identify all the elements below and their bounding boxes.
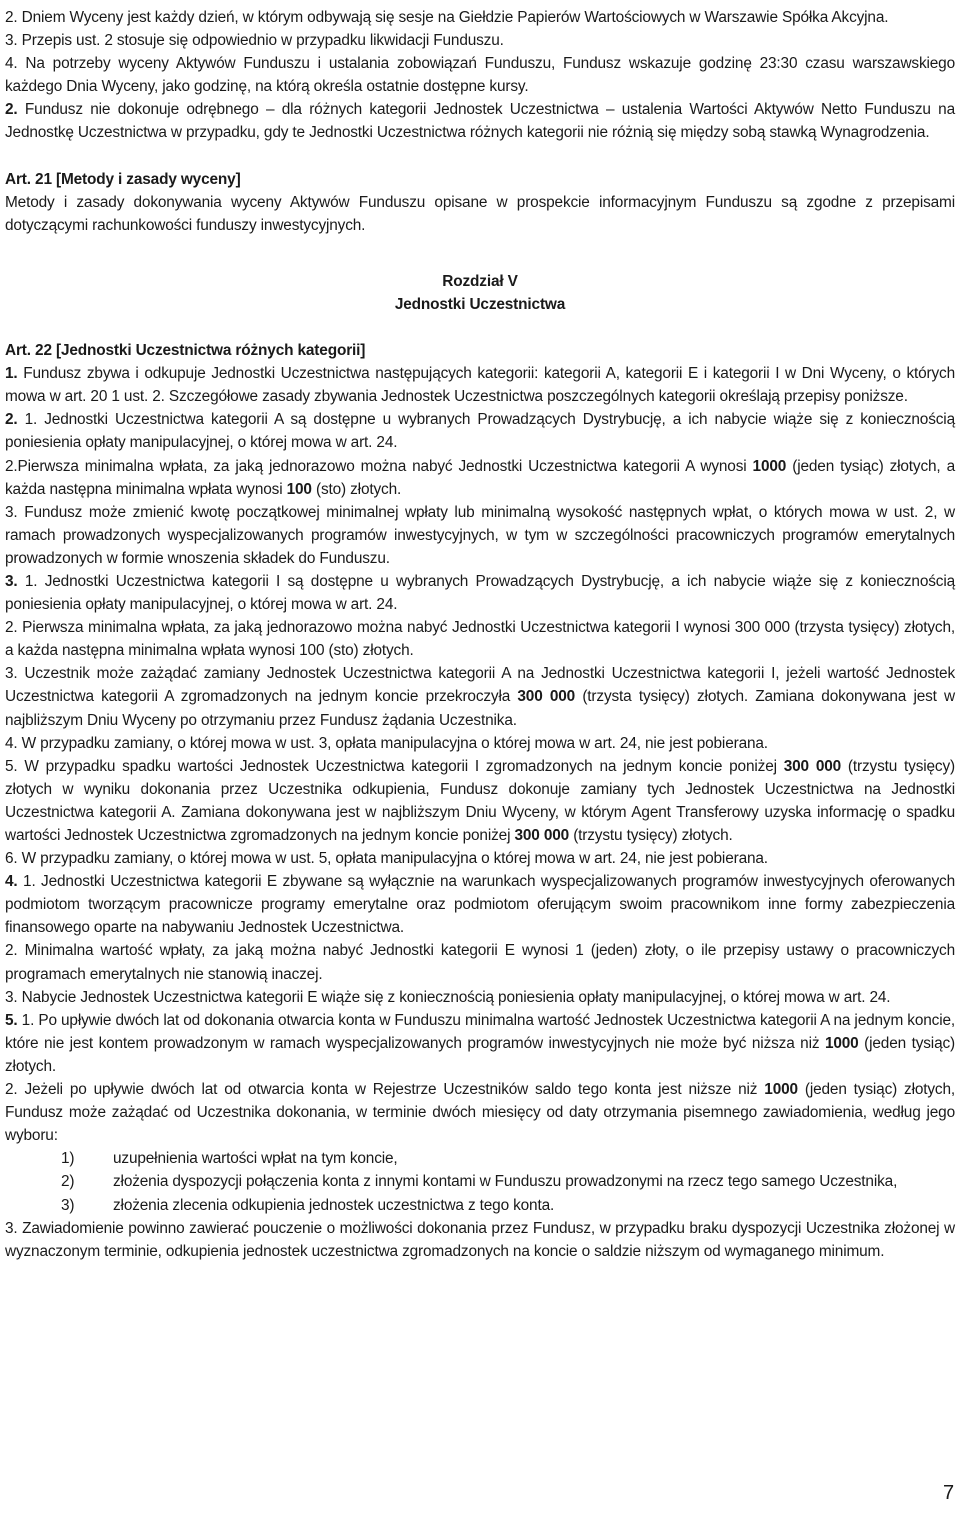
list-text: uzupełnienia wartości wpłat na tym koncie, (113, 1150, 398, 1168)
text-run: 3. Uczestnik może zażądać zamiany Jednostek Uczestnictwa kategorii A na Jednostki Uczestnictwa kategorii I, jeżeli wartość Jednostek Uczestnictwa kategorii A zgromadzonych na jednym koncie przekroczyła (5, 665, 955, 706)
paragraph-text: 1. Jednostki Uczestnictwa kategorii A są dostępne u wybranych Prowadzących Dystrybucję, a ich nabycie wiąże się z koniecznością poniesienia opłaty manipulacyjnej, o której mowa w art. 24. (5, 411, 955, 452)
amount: 100 (286, 480, 312, 498)
paragraph: 2. Minimalna wartość wpłaty, za jaką można nabyć Jednostki kategorii E wynosi 1 (jeden) złoty, o ile przepisy ustawy o pracowniczych programach emerytalnych nie stanowią inaczej. (5, 942, 955, 983)
paragraph: 3. Fundusz może zmienić kwotę początkowej minimalnej wpłaty lub minimalną wysokość następnych wpłat, o których mowa w ust. 2, w ramach prowadzonych wyspecjalizowanych programów inwestycyjnych, w tym w szczególności pracowniczych programów emerytalnych prowadzonych w formie wnoszenia składek do Funduszu. (5, 503, 955, 567)
text-run: 2. Jeżeli po upływie dwóch lat od otwarcia konta w Rejestrze Uczestników saldo tego konta jest niższe niż (5, 1081, 765, 1099)
list-item (5, 1170, 955, 1193)
amount: 1000 (824, 1034, 859, 1052)
paragraph: 3. Zawiadomienie powinno zawierać pouczenie o możliwości dokonania przez Fundusz, w przypadku braku dyspozycji Uczestnika złożonej w wyznaczonym terminie, odkupienia jednostek uczestnictwa zgromadzonych na koncie o saldzie niższym od wymaganego minimum. (5, 1219, 955, 1260)
paragraph-number: 5. (5, 1011, 18, 1029)
list-item (5, 1194, 955, 1217)
article-heading-text: Art. 21 [Metody i zasady wyceny] (5, 170, 241, 188)
text-run: (jeden tysiąc) złotych, a każda następna minimalna wpłata wynosi (5, 457, 955, 498)
list-item (5, 1147, 955, 1170)
paragraph-number: 4. (5, 873, 18, 891)
text-run: 5. W przypadku spadku wartości Jednostek Uczestnictwa kategorii I zgromadzonych na jednym koncie poniżej (5, 757, 784, 775)
amount: 300 000 (517, 688, 576, 706)
paragraph: 2. Pierwsza minimalna wpłata, za jaką jednorazowo można nabyć Jednostki Uczestnictwa kategorii I wynosi 300 000 (trzysta tysięcy) złotych, a każda następna minimalna wpłata wynosi 100 (sto) złotych. (5, 619, 955, 660)
text-run: (trzystu tysięcy) złotych w wyniku dokonania przez Uczestnika odkupienia, Fundusz dokonuje zamiany tych Jednostek Uczestnictwa na Jednostki Uczestnictwa kategorii A. Zamiana dokonywana jest w najbliższym Dniu Wyceny, w którym Agent Transferowy uzyska informację o spadku wartości Jednostek Uczestnictwa zgromadzonych na jednym koncie poniżej (5, 757, 955, 844)
amount: 1000 (764, 1081, 798, 1099)
paragraph: 6. W przypadku zamiany, o której mowa w ust. 5, opłata manipulacyjna o której mowa w art. 24, nie jest pobierana. (5, 850, 768, 868)
paragraph (5, 362, 955, 408)
article-heading (5, 168, 955, 191)
paragraph-number: 2. (5, 101, 18, 119)
paragraph (5, 662, 955, 731)
paragraph: 4. W przypadku zamiany, o której mowa w ust. 3, opłata manipulacyjna o której mowa w art. 24, nie jest pobierana. (5, 734, 768, 752)
paragraph (5, 1009, 955, 1078)
paragraph (5, 408, 955, 454)
paragraph-text: Fundusz nie dokonuje odrębnego – dla różnych kategorii Jednostek Uczestnictwa – ustalenia Wartości Aktywów Netto Funduszu na Jednostkę Uczestnictwa w przypadku, gdy te Jednostki Uczestnictwa różnych kategorii nie różnią się między sobą stawką Wynagrodzenia. (5, 101, 955, 142)
page-number: 7 (943, 1481, 954, 1504)
paragraph (5, 98, 955, 144)
paragraph-number: 1. (5, 365, 18, 383)
paragraph: 3. Przepis ust. 2 stosuje się odpowiednio w przypadku likwidacji Funduszu. (5, 32, 504, 50)
paragraph (5, 570, 955, 616)
list-text: złożenia dyspozycji połączenia konta z innymi kontami w Funduszu prowadzonymi na rzecz tego samego Uczestnika, (113, 1173, 898, 1191)
chapter-subtitle (5, 293, 955, 316)
list-number: 3) (61, 1196, 75, 1214)
article-heading-text: Art. 22 [Jednostki Uczestnictwa różnych kategorii] (5, 342, 366, 360)
paragraph-text: 1. Jednostki Uczestnictwa kategorii I są dostępne u wybranych Prowadzących Dystrybucję, a ich nabycie wiąże się z koniecznością poniesienia opłaty manipulacyjnej, o której mowa w art. 24. (5, 572, 955, 614)
paragraph-text: 1. Jednostki Uczestnictwa kategorii E zbywane są wyłącznie na warunkach wyspecjalizowanych programów inwestycyjnych oferowanych podmiotom tworzącym pracownicze programy emerytalne oraz podmiotom oferującym swoim pracownikom inne formy zabezpieczenia finansowego oparte na nabywaniu Jednostek Uczestnictwa. (5, 873, 955, 937)
paragraph (5, 870, 955, 939)
amount: 300 000 (783, 757, 842, 775)
text-run: (trzystu tysięcy) złotych. (569, 827, 733, 844)
text-run: (sto) złotych. (311, 480, 402, 498)
paragraph: 3. Nabycie Jednostek Uczestnictwa kategorii E wiąże się z koniecznością poniesienia opłaty manipulacyjnej, o której mowa w art. 24. (5, 988, 891, 1006)
paragraph: 4. Na potrzeby wyceny Aktywów Funduszu i ustalania zobowiązań Funduszu, Fundusz wskazuje godzinę 23:30 czasu warszawskiego każdego Dnia Wyceny, jako godzinę, na którą określa ostatnie dostępne kursy. (5, 55, 955, 96)
text-run: (jeden tysiąc) złotych. (5, 1034, 955, 1075)
text-run: 1. Po upływie dwóch lat od dokonania otwarcia konta w Funduszu minimalna wartość Jednostek Uczestnictwa kategorii A na jednym koncie, które nie jest kontem prowadzonym w ramach wyspecjalizowanych programów inwestycyjnych nie może być niższa niż (5, 1011, 955, 1052)
text-run: 2.Pierwsza minimalna wpłata, za jaką jednorazowo można nabyć Jednostki Uczestnictwa kategorii A wynosi (5, 457, 753, 475)
paragraph (5, 1078, 955, 1147)
paragraph-text: Fundusz zbywa i odkupuje Jednostki Uczestnictwa następujących kategorii: kategorii A, kategorii E i kategorii I w Dni Wyceny, o których mowa w art. 20 1 ust. 2. Szczegółowe zasady zbywania Jednostek Uczestnictwa poszczególnych kategorii określają przepisy poniższe. (5, 365, 955, 406)
text-run: (jeden tysiąc) złotych, Fundusz może zażądać od Uczestnika dokonania, w terminie dwóch miesięcy od daty otrzymania pisemnego zawiadomienia, według jego wyboru: (5, 1081, 956, 1145)
amount: 1000 (752, 457, 787, 475)
list-number: 1) (61, 1150, 75, 1168)
chapter-number: Rozdział V (442, 272, 518, 290)
amount: 300 000 (514, 827, 570, 844)
list-text: złożenia zlecenia odkupienia jednostek uczestnictwa z tego konta. (113, 1196, 555, 1214)
text-run: (trzysta tysięcy) złotych. Zamiana dokonywana jest w najbliższym Dniu Wyceny po otrzymaniu przez Fundusz żądania Uczestnika. (5, 688, 955, 729)
list-number: 2) (61, 1173, 75, 1191)
paragraph: Metody i zasady dokonywania wyceny Aktywów Funduszu opisane w prospekcie informacyjnym Funduszu są zgodne z przepisami dotyczącymi rachunkowości funduszy inwestycyjnych. (5, 193, 955, 234)
paragraph-number: 2. (5, 411, 18, 429)
paragraph (5, 755, 955, 847)
paragraph (5, 455, 955, 501)
paragraph-number: 3. (5, 572, 18, 590)
chapter-title (5, 270, 955, 293)
paragraph: 2. Dniem Wyceny jest każdy dzień, w którym odbywają się sesje na Giełdzie Papierów Wartościowych w Warszawie Spółka Akcyjna. (5, 9, 889, 26)
article-heading (5, 339, 955, 362)
chapter-name: Jednostki Uczestnictwa (394, 295, 566, 313)
